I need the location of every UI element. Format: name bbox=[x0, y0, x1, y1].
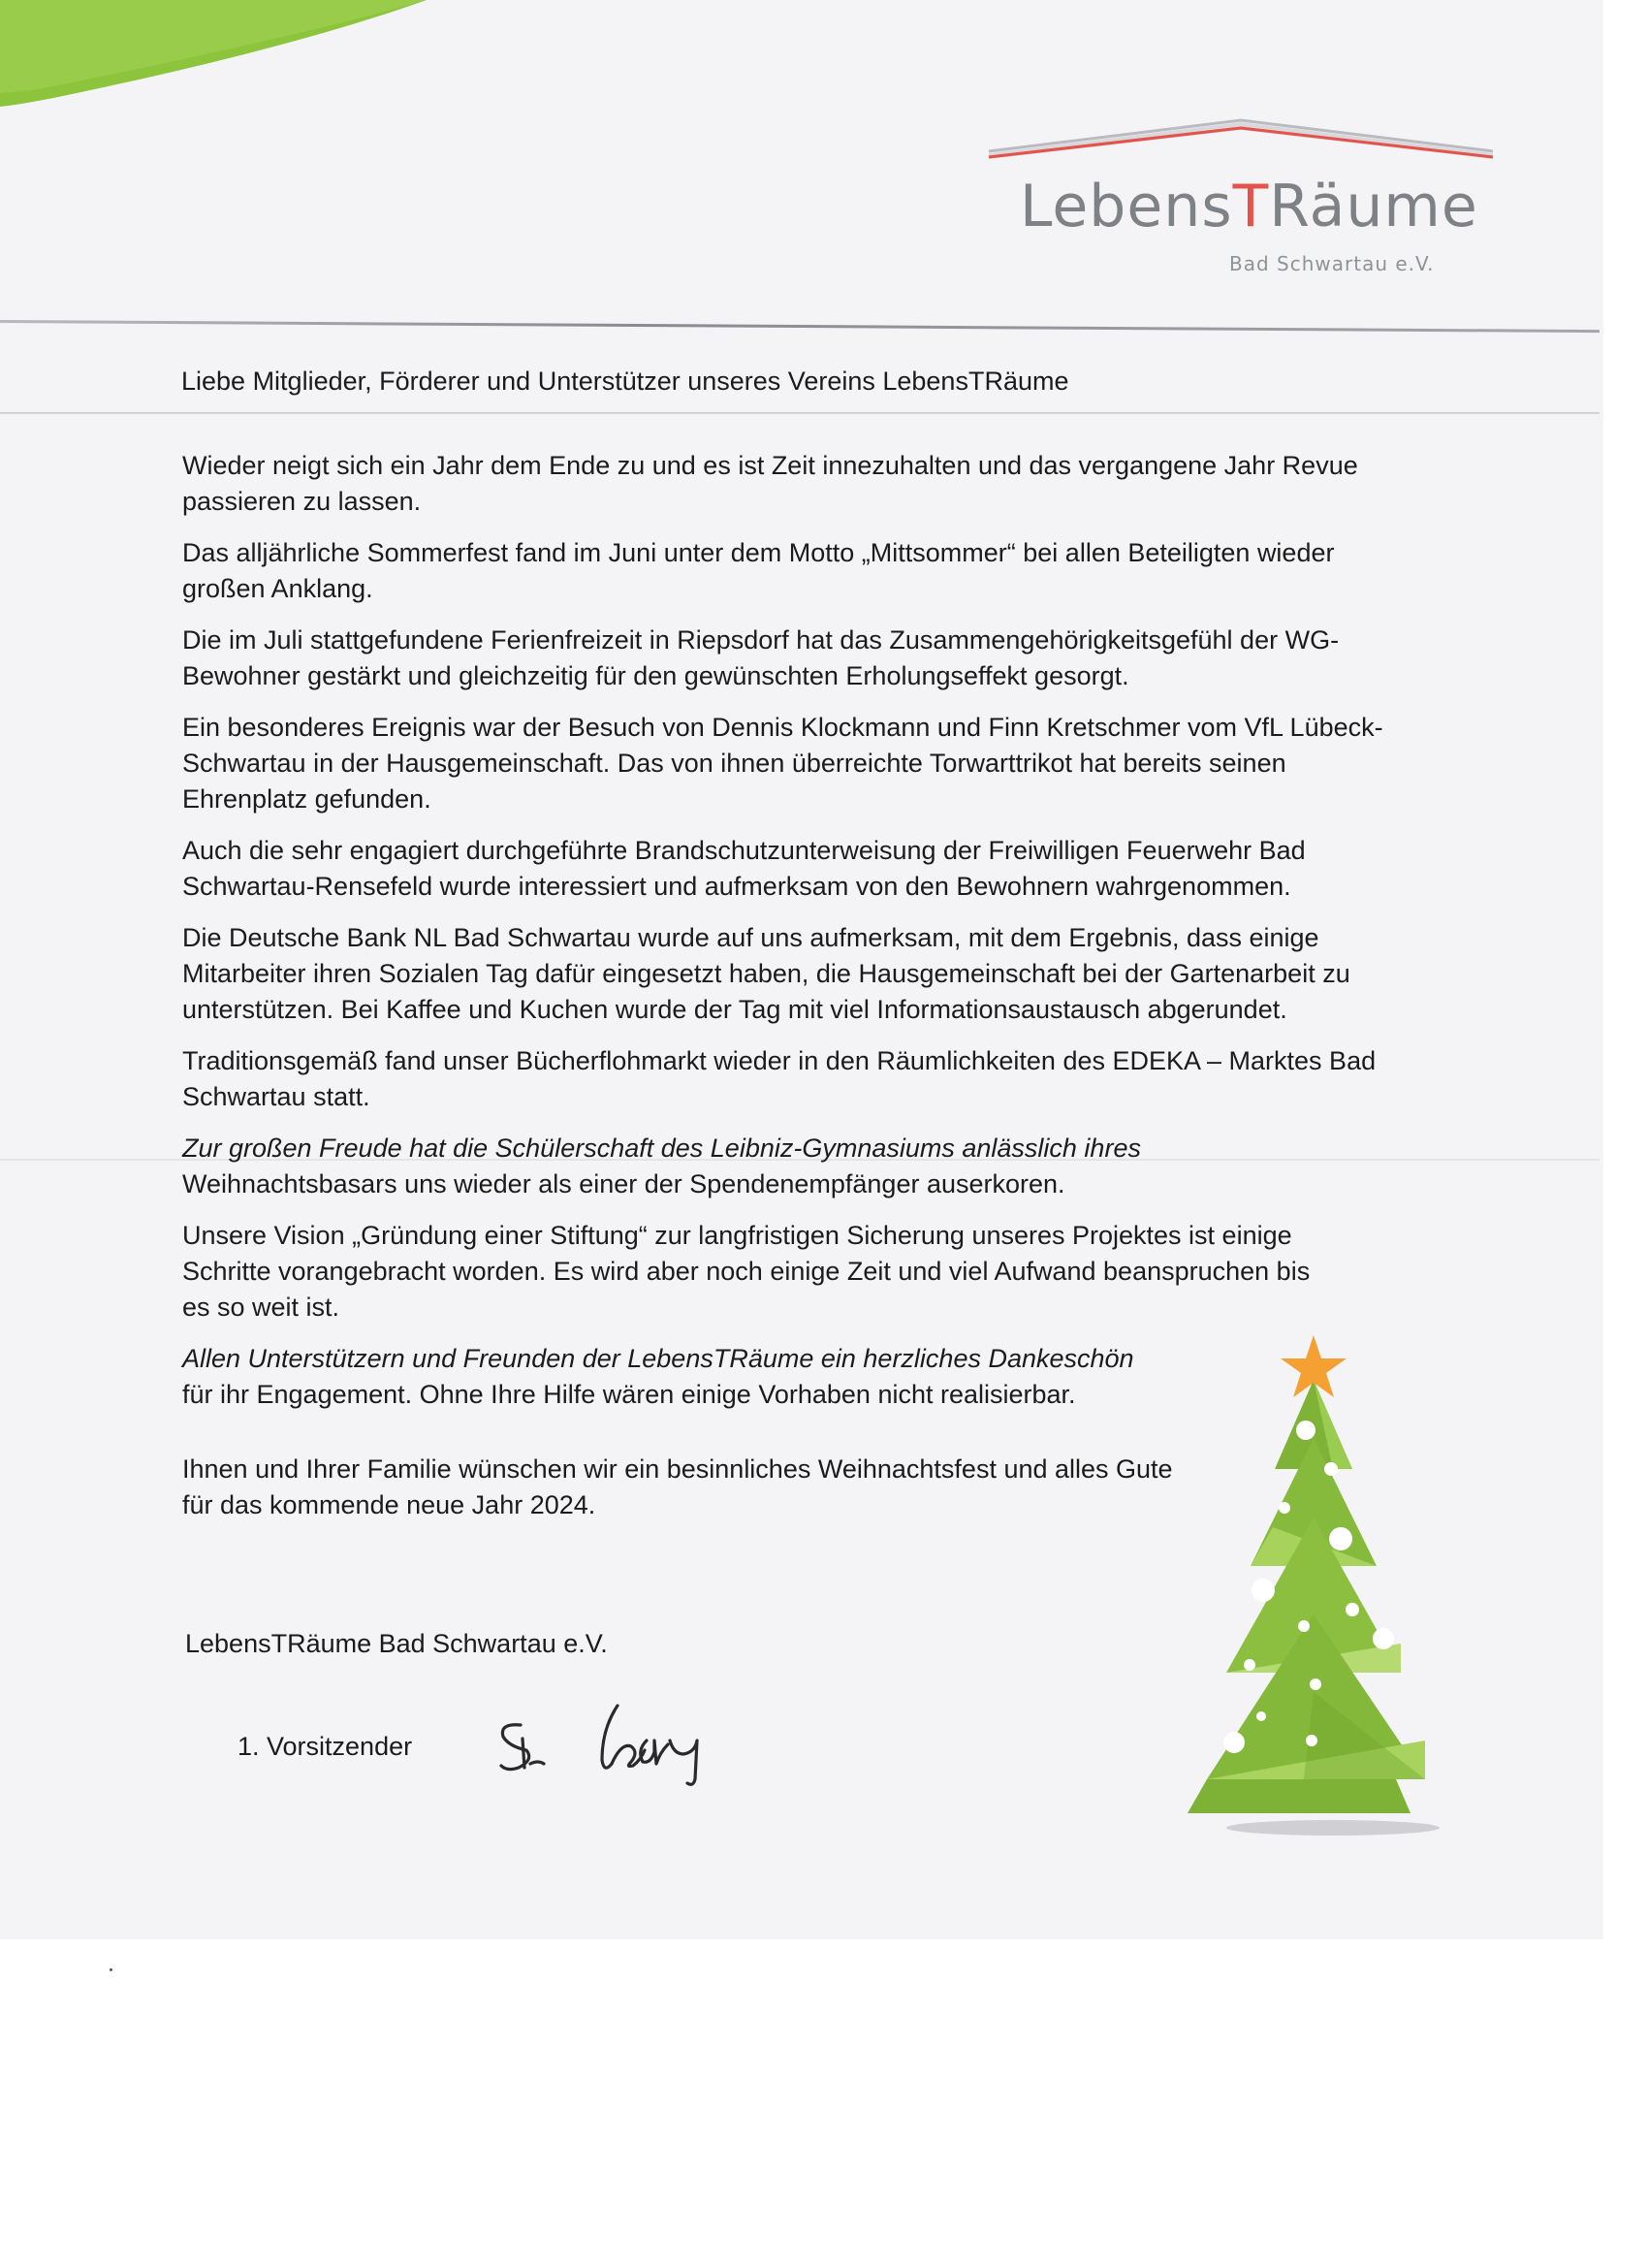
paragraph-wishes: Ihnen und Ihrer Familie wünschen wir ein besinnliches Weihnachtsfest und alles Gute für das kommende neue Jahr 2024. bbox=[182, 1454, 1173, 1519]
paragraph-leibniz bbox=[182, 1131, 1413, 1202]
logo-word-accent: T bbox=[1232, 173, 1270, 240]
closing-organization: LebensTRäume Bad Schwartau e.V. bbox=[185, 1629, 608, 1658]
paragraph-5: Auch die sehr engagiert durchgeführte Brandschutzunterweisung der Freiwilligen Feuerwehr Bad Schwartau-Rensefeld wurde interessiert und aufmerksam von den Bewohnern wahrgenommen. bbox=[182, 836, 1306, 901]
paragraph-leibniz-italic: Zur großen Freude hat die Schülerschaft des Leibniz-Gymnasiums anlässlich ihres bbox=[182, 1134, 1141, 1163]
logo-word-part-2: Räume bbox=[1269, 173, 1478, 240]
christmas-tree-graphic bbox=[1168, 1324, 1498, 1847]
lebenstraume-logo bbox=[979, 114, 1503, 289]
paragraph-vision: Unsere Vision „Gründung einer Stiftung“ zur langfristigen Sicherung unseres Projektes ist einige Schritte vorangebracht worden. Es wird aber noch einige Zeit und viel Aufwand beanspruchen bis es so weit ist. bbox=[182, 1221, 1311, 1322]
paragraph-thanks-italic: Allen Unterstützern und Freunden der LebensTRäume ein herzliches Dankeschön bbox=[182, 1344, 1134, 1373]
fold-line-top bbox=[0, 320, 1600, 333]
roof-icon bbox=[979, 114, 1503, 173]
paragraph-leibniz-rest: Weihnachtsbasars uns wieder als einer der Spendenempfänger auserkoren. bbox=[182, 1169, 1065, 1198]
paragraph-thanks-rest: für ihr Engagement. Ohne Ihre Hilfe wären einige Vorhaben nicht realisierbar. bbox=[182, 1380, 1076, 1409]
corner-swoosh-graphic bbox=[0, 0, 446, 116]
handwritten-signature bbox=[490, 1682, 742, 1789]
paragraph-1: Wieder neigt sich ein Jahr dem Ende zu und es ist Zeit innezuhalten und das vergangene Jahr Revue passieren zu lassen. bbox=[182, 451, 1358, 516]
scan-speck bbox=[110, 1968, 112, 1971]
signer-role: 1. Vorsitzender bbox=[238, 1732, 413, 1761]
paragraph-3: Die im Juli stattgefundene Ferienfreizeit in Riepsdorf hat das Zusammengehörigkeitsgefühl der WG-Bewohner gestärkt und gleichzeitig für den gewünschten Erholungseffekt gesorgt. bbox=[182, 625, 1340, 690]
paragraph-4: Ein besonderes Ereignis war der Besuch von Dennis Klockmann und Finn Kretschmer vom VfL Lübeck-Schwartau in der Hausgemeinschaft. Das von ihnen überreichte Torwarttrikot hat bereits seinen Ehrenplatz gefunden. bbox=[182, 713, 1383, 814]
logo-subtitle: Bad Schwartau e.V. bbox=[1229, 252, 1435, 275]
fold-line-upper bbox=[0, 412, 1600, 414]
salutation: Liebe Mitglieder, Förderer und Unterstützer unseres Vereins LebensTRäume bbox=[181, 367, 1069, 396]
paragraph-6: Die Deutsche Bank NL Bad Schwartau wurde auf uns aufmerksam, mit dem Ergebnis, dass einige Mitarbeiter ihren Sozialen Tag dafür eingesetzt haben, die Hausgemeinschaft bei der Gartenarbeit zu unterstützen. Bei Kaffee und Kuchen wurde der Tag mit viel Informationsaustausch abgerundet. bbox=[182, 923, 1350, 1024]
paragraph-2: Das alljährliche Sommerfest fand im Juni unter dem Motto „Mittsommer“ bei allen Beteiligten wieder großen Anklang. bbox=[182, 538, 1335, 603]
logo-wordmark bbox=[1020, 173, 1478, 240]
logo-word-part-1: Lebens bbox=[1020, 173, 1233, 240]
paragraph-7: Traditionsgemäß fand unser Bücherflohmarkt wieder in den Räumlichkeiten des EDEKA – Marktes Bad Schwartau statt. bbox=[182, 1046, 1377, 1111]
